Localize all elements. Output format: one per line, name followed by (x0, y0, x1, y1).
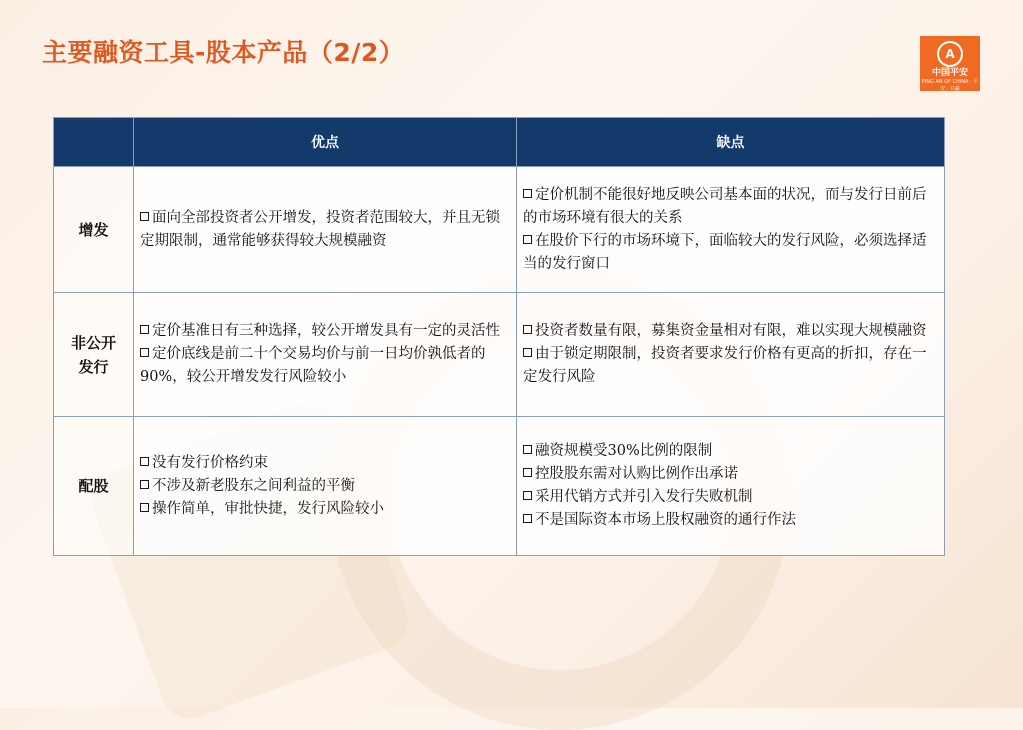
checkbox-bullet-icon (523, 491, 532, 500)
checkbox-bullet-icon (140, 348, 149, 357)
pros-cell (134, 167, 517, 293)
cons-item (523, 509, 940, 532)
checkbox-bullet-icon (523, 189, 532, 198)
checkbox-bullet-icon (140, 325, 149, 334)
cons-text: 投资者数量有限，募集资金量相对有限，难以实现大规模融资 (535, 323, 927, 339)
comparison-table (53, 117, 945, 556)
pros-item (140, 498, 512, 521)
cons-text: 融资规模受30%比例的限制 (535, 443, 713, 459)
cons-cell (517, 167, 945, 293)
pros-text: 不涉及新老股东之间利益的平衡 (152, 477, 355, 494)
table-header-row (54, 118, 945, 167)
cons-text: 由于锁定期限制，投资者要求发行价格有更高的折扣，存在一定发行风险 (523, 346, 927, 385)
cons-text: 在股价下行的市场环境下，面临较大的发行风险，必须选择适当的发行窗口 (523, 232, 927, 272)
company-logo (920, 36, 980, 91)
checkbox-bullet-icon (140, 503, 149, 512)
cons-item (523, 343, 940, 389)
header-pros: 优点 (134, 118, 517, 167)
pros-text: 操作简单，审批快捷，发行风险较小 (152, 500, 384, 517)
table-row (54, 293, 945, 417)
checkbox-bullet-icon (140, 480, 149, 489)
row-label (54, 167, 134, 293)
header-corner (54, 118, 134, 167)
cons-text: 采用代销方式并引入发行失败机制 (535, 489, 753, 505)
cons-item (523, 486, 940, 509)
checkbox-bullet-icon (140, 457, 149, 466)
row-label (54, 293, 134, 417)
logo-name: 中国平安 (931, 68, 968, 78)
row-label-line: 配股 (78, 477, 109, 495)
checkbox-bullet-icon (140, 212, 149, 221)
checkbox-bullet-icon (523, 445, 532, 454)
pros-text: 定价底线是前二十个交易均价与前一日均价孰低者的90%，较公开增发发行风险较小 (140, 346, 486, 385)
pros-text: 定价基准日有三种选择，较公开增发具有一定的灵活性 (152, 323, 500, 339)
cons-item (523, 463, 940, 486)
pros-item (140, 452, 512, 475)
pros-cell (134, 417, 517, 556)
pros-text: 没有发行价格约束 (152, 454, 268, 471)
cons-item (523, 184, 940, 230)
pros-cell (134, 293, 517, 417)
logo-mark: A (937, 41, 963, 67)
cons-item (523, 440, 940, 463)
pros-item (140, 343, 512, 389)
row-label (54, 417, 134, 556)
row-label-line: 增发 (78, 220, 109, 239)
table-row (54, 167, 945, 293)
page-title: 主要融资工具-股本产品（2/2） (42, 38, 405, 67)
checkbox-bullet-icon (523, 468, 532, 477)
header-cons: 缺点 (517, 118, 945, 167)
pros-text: 面向全部投资者公开增发，投资者范围较大，并且无锁定期限制，通常能够获得较大规模融资 (140, 209, 500, 249)
cons-text: 不是国际资本市场上股权融资的通行作法 (535, 512, 796, 528)
cons-text: 定价机制不能很好地反映公司基本面的状况，而与发行日前后的市场环境有很大的关系 (523, 186, 927, 226)
cons-cell (517, 293, 945, 417)
row-label-line: 非公开 (70, 333, 116, 352)
pros-item (140, 207, 512, 253)
cons-cell (517, 417, 945, 556)
checkbox-bullet-icon (523, 514, 532, 523)
pros-item (140, 475, 512, 498)
table-row (54, 417, 945, 556)
checkbox-bullet-icon (523, 235, 532, 244)
checkbox-bullet-icon (523, 348, 532, 357)
cons-text: 控股股东需对认购比例作出承诺 (535, 466, 738, 482)
checkbox-bullet-icon (523, 325, 532, 334)
logo-subtitle: PING AN OF CHINA · 平安 · 共赢 (921, 79, 979, 92)
row-label-line: 发行 (78, 357, 109, 376)
cons-item (523, 230, 940, 276)
cons-item (523, 320, 940, 343)
pros-item (140, 320, 512, 343)
